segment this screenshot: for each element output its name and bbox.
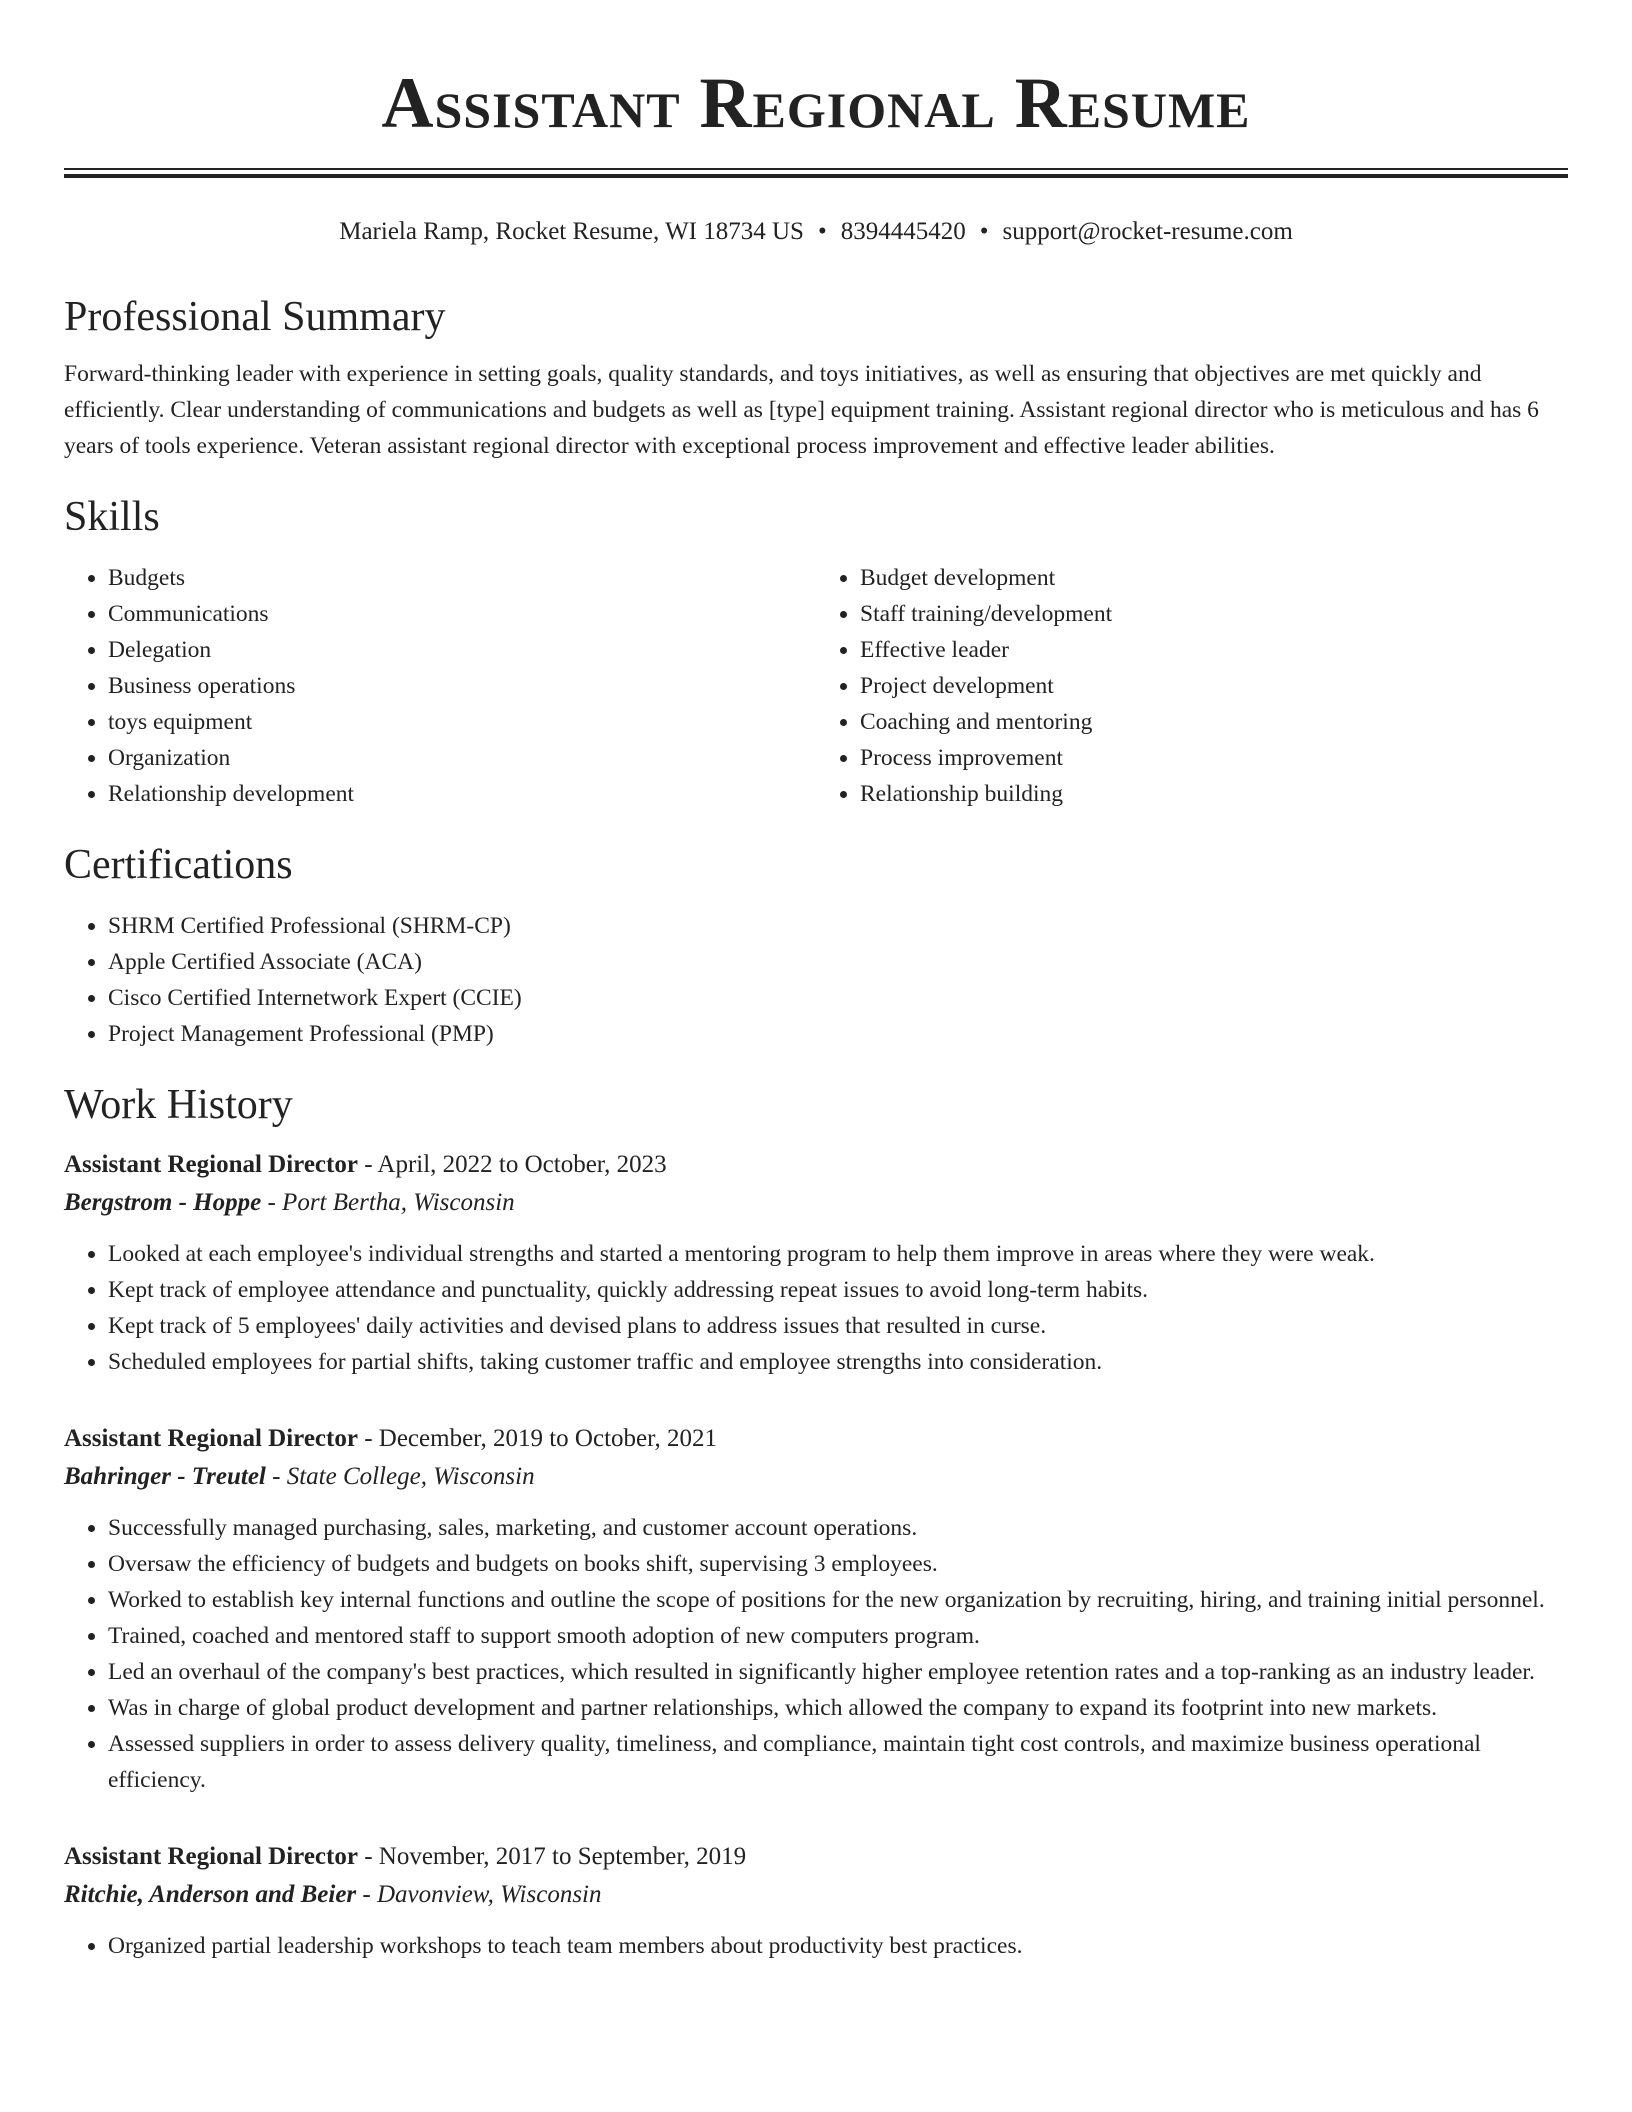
skill-item: • Staff training/development — [860, 596, 1568, 632]
company-location: - State College, Wisconsin — [265, 1463, 535, 1490]
job-title-line — [64, 1420, 1568, 1458]
job-entry — [64, 1420, 1568, 1798]
contact-address: Mariela Ramp, Rocket Resume, WI 18734 US — [339, 218, 804, 245]
resume-page — [64, 0, 1568, 1964]
contact-line — [64, 214, 1568, 250]
title-divider — [64, 168, 1568, 178]
summary-heading: Professional Summary — [64, 294, 446, 340]
skills-columns — [64, 560, 1568, 812]
job-bullets — [64, 1928, 1568, 1964]
job-title: Assistant Regional Director — [64, 1425, 358, 1452]
contact-separator: • — [979, 218, 989, 245]
work-history-heading: Work History — [64, 1082, 293, 1128]
job-bullet: • Organized partial leadership workshops to teach team members about productivity best practices. — [108, 1928, 1568, 1964]
contact-separator: • — [817, 218, 827, 245]
skill-item: • Process improvement — [860, 740, 1568, 776]
job-bullet: • Worked to establish key internal functions and outline the scope of positions for the new organization by recruiting, hiring, and training initial personnel. — [108, 1582, 1568, 1618]
skill-item: • toys equipment — [108, 704, 816, 740]
skill-item: • Effective leader — [860, 632, 1568, 668]
job-title: Assistant Regional Director — [64, 1843, 358, 1870]
job-dates: - December, 2019 to October, 2021 — [357, 1425, 717, 1452]
certifications-heading: Certifications — [64, 842, 293, 888]
skill-item: • Project development — [860, 668, 1568, 704]
job-bullets — [64, 1510, 1568, 1798]
company-location: - Davonview, Wisconsin — [356, 1881, 602, 1908]
certifications-list — [64, 908, 1568, 1052]
company-name: Bergstrom - Hoppe — [64, 1189, 262, 1216]
company-name: Bahringer - Treutel — [64, 1463, 266, 1490]
job-dates: - April, 2022 to October, 2023 — [357, 1151, 667, 1178]
job-bullet: • Assessed suppliers in order to assess delivery quality, timeliness, and compliance, maintain tight cost controls, and maximize business operational efficiency. — [108, 1726, 1568, 1798]
skill-item: • Relationship building — [860, 776, 1568, 812]
certification-item: • Apple Certified Associate (ACA) — [108, 944, 1568, 980]
resume-title: Assistant Regional Resume — [381, 63, 1251, 143]
skill-item: • Delegation — [108, 632, 816, 668]
job-entry — [64, 1838, 1568, 1964]
skill-item: • Business operations — [108, 668, 816, 704]
certification-item: • Cisco Certified Internetwork Expert (CCIE) — [108, 980, 1568, 1016]
job-dates: - November, 2017 to September, 2019 — [357, 1843, 747, 1870]
certification-item: • Project Management Professional (PMP) — [108, 1016, 1568, 1052]
skills-right-list — [816, 560, 1568, 812]
job-bullet: • Kept track of employee attendance and punctuality, quickly addressing repeat issues to avoid long-term habits. — [108, 1272, 1568, 1308]
job-title-line — [64, 1838, 1568, 1876]
job-title-line — [64, 1146, 1568, 1184]
company-name: Ritchie, Anderson and Beier — [64, 1881, 357, 1908]
skill-item: • Budgets — [108, 560, 816, 596]
job-bullet: • Was in charge of global product development and partner relationships, which allowed the company to expand its footprint into new markets. — [108, 1690, 1568, 1726]
contact-phone: 8394445420 — [840, 218, 966, 245]
job-bullet: • Led an overhaul of the company's best practices, which resulted in significantly higher employee retention rates and a top-ranking as an industry leader. — [108, 1654, 1568, 1690]
job-entry — [64, 1146, 1568, 1380]
job-bullet: • Oversaw the efficiency of budgets and budgets on books shift, supervising 3 employees. — [108, 1546, 1568, 1582]
contact-email[interactable]: support@rocket-resume.com — [1002, 218, 1293, 245]
skill-item: • Coaching and mentoring — [860, 704, 1568, 740]
company-line — [64, 1876, 1568, 1914]
company-line — [64, 1458, 1568, 1496]
skills-heading: Skills — [64, 494, 160, 540]
skill-item: • Relationship development — [108, 776, 816, 812]
company-line — [64, 1184, 1568, 1222]
job-title: Assistant Regional Director — [64, 1151, 358, 1178]
company-location: - Port Bertha, Wisconsin — [261, 1189, 515, 1216]
job-bullet: • Scheduled employees for partial shifts, taking customer traffic and employee strengths into consideration. — [108, 1344, 1568, 1380]
job-bullets — [64, 1236, 1568, 1380]
skill-item: • Organization — [108, 740, 816, 776]
skills-left-list — [64, 560, 816, 812]
job-bullet: • Trained, coached and mentored staff to support smooth adoption of new computers program. — [108, 1618, 1568, 1654]
summary-text: Forward-thinking leader with experience in setting goals, quality standards, and toys initiatives, as well as ensuring that objectives are met quickly and efficiently. Clear understanding of communications and budgets as well as [type] equipment training. Assistant regional director who is meticulous and has 6 years of tools experience. Veteran assistant regional director with exceptional process improvement and effective leader abilities. — [64, 361, 1539, 459]
job-bullet: • Kept track of 5 employees' daily activities and devised plans to address issues that resulted in curse. — [108, 1308, 1568, 1344]
skill-item: • Communications — [108, 596, 816, 632]
job-bullet: • Successfully managed purchasing, sales, marketing, and customer account operations. — [108, 1510, 1568, 1546]
job-bullet: • Looked at each employee's individual strengths and started a mentoring program to help them improve in areas where they were weak. — [108, 1236, 1568, 1272]
certification-item: • SHRM Certified Professional (SHRM-CP) — [108, 908, 1568, 944]
skill-item: • Budget development — [860, 560, 1568, 596]
